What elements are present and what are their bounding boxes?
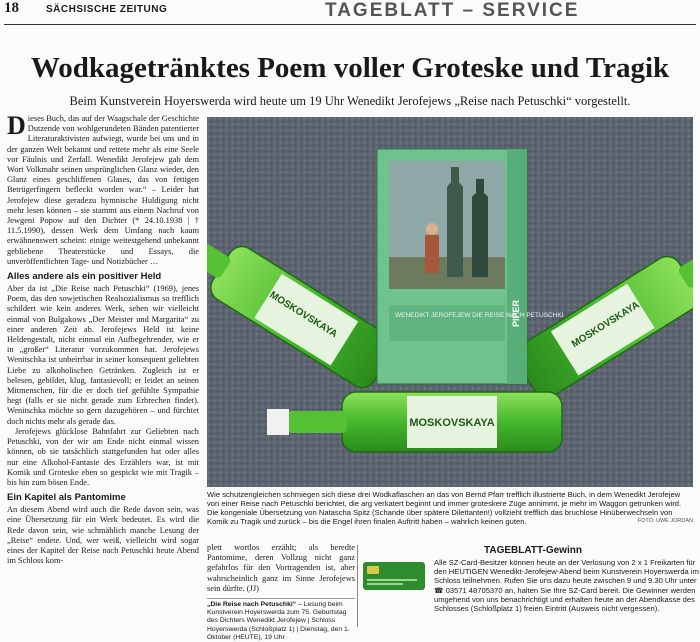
section-title: TAGEBLATT – SERVICE — [325, 0, 580, 21]
photo-credit: FOTO: UWE JORDAN — [637, 518, 693, 524]
event-info — [207, 598, 355, 642]
page-number: 18 — [4, 0, 19, 16]
article-column-2 — [207, 543, 355, 642]
bottle-label-left: MOSKOVSKAYA — [267, 289, 340, 341]
paragraph-1 — [7, 114, 199, 267]
bottle-label-bottom: MOSKOVSKAYA — [409, 417, 495, 429]
headline: Wodkagetränktes Poem voller Groteske und Tragik — [30, 52, 670, 84]
event-text: – Lesung beim Kunstverein Hoyerswerda zum 75. Geburtstag des Dichters Wenedikt Jerofejew | Schloss Hoyerswerda (Schloßplatz 1) | Dienstag, den 1. Oktober (HEUTE), 19 Uhr — [207, 601, 350, 641]
subheading-2: Ein Kapitel als Pantomime — [7, 492, 126, 504]
event-title: „Die Reise nach Petuschki“ — [207, 601, 297, 609]
sz-card-icon — [363, 562, 425, 590]
book-publisher: PIPER — [511, 299, 521, 327]
paragraph-1-text: ieses Buch, das auf der Waagschale der Geschichte Dutzende von wohlgerundeten Bänden patentierter Literaturaktivisten aufwiegt, wurde bei uns und in der ganzen Welt bekannt und rettete mehr als eine Seele vor Fäulnis und Zerfall. Wenedikt Jerofejew gab dem Wort Volkmahr seinen ursprünglichen Glanz wieder, den Glanz eines geschliffenen Glases, das von fettigen Betrügerfingern befleckt worden war.“ – Leider hat Jerofejew diese geradezu hymnische Huldigung nicht mehr lesen können – sie stammt aus einem Nachruf von Jewgeni Popow auf den Dichter (* 24.10.1938 | † 11.5.1990), dessen Werk dem Umfang nach kaum erwähnenswert scheint: einige weitestgehend unbekannt gebliebene Theaterstücke und Essays, die unveröffentlichten Tage- und Notizbücher … — [7, 114, 199, 266]
book-title — [395, 312, 564, 319]
paragraph-3: Jerofejews glücklose Bahnfahrt zur Geliebten nach Petuschki, von der wir am Ende nicht einmal wissen können, ob sie tatsächlich stattgefunden hat oder alles nur eine Alkohol-Fantasie des Erzählers war, ist mit Komik und Groteske eben so gespickt wie mit Tragik – bis hin zum bösen Ende. — [7, 426, 199, 487]
article-column-1 — [7, 114, 199, 624]
prize-box-text: Alle SZ-Card-Besitzer können heute an der Verlosung von 2 x 1 Freikarten für den HEUTIGEN Wenedikt-Jerofejew-Abend beim Kunstverein Hoyerswerda im Schloss teilnehmen. Rufen Sie uns dazu heute zwischen 9 und 9.30 Uhr unter ☎ 03571 48705370 an, halten Sie Ihre SZ-Card bereit. Die Gewinner werden umgehend von uns benachrichtigt und erhalten heute an der Abendkasse des Schlosses (Schloßplatz 1) freien Eintritt (Ausweis nicht vergessen). — [434, 558, 699, 614]
subheading-1: Alles andere als ein positiver Held — [7, 271, 162, 283]
photo-caption-text: Wie schutzengleichen schmiegen sich diese drei Wodkaflaschen an das von Bernd Pfarr trefflich illustrierte Buch, in dem Wenedikt Jerofejew von einer Reise nach Petuschki berichtet, die arg verkatert beginnt und immer groteskere Züge annimmt, je mehr im Waggon getrunken wird. Die kongeniale Übersetzung von Natascha Spitz (Schande über spätere Dilettanten!) vollzieht trefflich das bruchlose Hinüberwechseln von Komik zu Tragik und zurück – bis die Engel ihren finalen Auftritt haben – wahrlich keinen guten. — [207, 490, 682, 526]
book-title-text: WENEDIKT JEROFEJEW DIE REISE NACH PETUSCHKI — [395, 312, 564, 319]
prize-box-title: TAGEBLATT-Gewinn — [484, 545, 582, 556]
article-photo — [207, 117, 693, 487]
bottle-label-right: MOSKOVSKAYA — [569, 299, 642, 351]
dropcap: D — [7, 114, 26, 140]
paragraph-4: An diesem Abend wird auch die Rede davon sein, was eine Übersetzung für ein Werk bedeutet. Es wird die Rede davon sein, wie schmählich manche Lesung der „Reise“ endete. Und, wer weiß, vielleicht wird sogar eines der Kapitel der Reise nach Petuschki heute Abend im Schloss kom- — [7, 505, 199, 566]
photo-illustration — [207, 117, 693, 487]
newspaper-name: SÄCHSISCHE ZEITUNG — [46, 4, 168, 15]
photo-caption — [207, 490, 693, 526]
subheadline: Beim Kunstverein Hoyerswerda wird heute um 19 Uhr Wenedikt Jerofejews „Reise nach Petuschki“ vorgestellt. — [69, 94, 631, 108]
paragraph-5: plett wortlos erzählt; als beredte Pantomime, deren Vollzug nicht ganz gefahrlos für den Vortragenden ist, aber wahrscheinlich ganz im Sinne Jerofejews sein dürfte. (JJ) — [207, 543, 355, 593]
header-rule — [4, 24, 696, 25]
paragraph-2: Aber da ist „Die Reise nach Petuschki“ (1969), jenes Poem, das den sowjetischen Realsozialismus so trefflich schildert wie kein anderes Werk, sehen wir vielleicht einmal von Bulgakows „Der Meister und Margarita“ zu einer anderen Zeit ab. Jerofejews Held ist keine Heldengestalt, nicht einmal ein Aufbegehrender, wie er in „großer“ Literatur vorzukommen hat. Jerofejews Wenitschka ist unbeirrbar in seiner konsequent geliebten Liebe zu alkoholischen Getränken. Zugleich ist er belesen, gebildet, klug, fantasievoll; er leidet an seinen Mitmenschen, für die er doch tief gefühlte Sympathie hegt (falls er sie nicht gerade zum Erbrechen findet). Wenitschka möchte so gern dazugehören – und fürchtet doch nichts mehr als gerade das. — [7, 284, 199, 426]
